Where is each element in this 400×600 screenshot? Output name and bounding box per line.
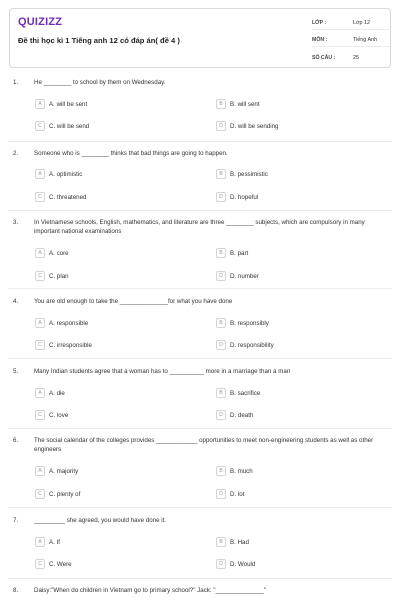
option-letter: D [216,192,226,202]
option-letter: D [216,489,226,499]
document-header [9,8,391,68]
option-text: A. core [49,249,69,257]
option-letter: A [35,388,45,398]
option-text: B. part [230,249,249,257]
option-a[interactable] [35,388,65,398]
meta-table [312,13,390,64]
option-letter: C [35,410,45,420]
divider [8,578,392,579]
option-letter: C [35,271,45,281]
option-text: D. Would [230,560,256,568]
question-text: Someone who is ________ thinks that bad things are going to happen. [34,150,228,157]
option-letter: B [216,248,226,258]
question-text: Daisy:"When do children in Vietnam go to primary school?" Jack: "______________" [34,587,266,594]
question-number: 5. [13,368,19,375]
option-letter: B [216,537,226,547]
option-letter: D [216,559,226,569]
option-letter: B [216,318,226,328]
option-letter: B [216,388,226,398]
option-a[interactable] [35,466,78,476]
option-c[interactable] [35,192,87,202]
option-text: A. optimistic [49,170,83,178]
option-a[interactable] [35,318,88,328]
question-number: 2. [13,150,19,157]
divider [8,358,392,359]
option-letter: A [35,537,45,547]
option-letter: A [35,466,45,476]
option-text: B. sacrifice [230,389,261,397]
option-b[interactable] [216,466,253,476]
option-text: A. majority [49,467,79,475]
option-d[interactable] [216,271,259,281]
divider [8,141,392,142]
option-text: B. responsibly [230,319,269,327]
option-c[interactable] [35,121,89,131]
meta-label: MÔN : [312,37,328,43]
divider [8,428,392,429]
meta-label: LỚP : [312,20,327,26]
option-c[interactable] [35,271,69,281]
option-text: A. responsible [49,319,89,327]
option-b[interactable] [216,99,260,109]
option-b[interactable] [216,169,268,179]
option-letter: D [216,340,226,350]
option-c[interactable] [35,340,92,350]
option-d[interactable] [216,121,279,131]
option-text: A. will be sent [49,100,88,108]
option-a[interactable] [35,537,60,547]
option-text: C. love [49,411,69,419]
option-text: A. die [49,389,65,397]
question-number: 1. [13,79,19,86]
option-letter: B [216,169,226,179]
option-text: C. irresponsible [49,341,92,349]
option-text: D. hopeful [230,193,259,201]
divider [8,210,392,211]
option-text: B. pessimistic [230,170,268,178]
meta-row-count [312,47,390,64]
option-text: B. much [230,467,253,475]
meta-value: Tiếng Anh [353,37,378,43]
option-text: D. will be sending [230,122,279,130]
meta-value: 25 [353,55,359,61]
option-letter: C [35,192,45,202]
option-d[interactable] [216,340,274,350]
option-a[interactable] [35,169,82,179]
option-text: B. will sent [230,100,260,108]
option-text: B. Had [230,538,249,546]
option-letter: C [35,340,45,350]
option-letter: C [35,489,45,499]
option-b[interactable] [216,248,248,258]
option-letter: A [35,169,45,179]
option-b[interactable] [216,388,260,398]
divider [8,507,392,508]
page-title: Đề thi học kì 1 Tiếng anh 12 có đáp án( đề 4 ) [18,36,180,45]
option-text: C. will be send [49,122,90,130]
question-number: 4. [13,298,19,305]
option-letter: D [216,271,226,281]
question-text: Many Indian students agree that a woman has to __________ more in a marriage than a man [34,368,291,375]
option-text: C. Were [49,560,72,568]
quizizz-logo: QUIZIZZ [18,16,63,28]
option-d[interactable] [216,559,255,569]
meta-row-class [312,13,390,30]
option-c[interactable] [35,559,72,569]
option-d[interactable] [216,410,253,420]
option-letter: A [35,248,45,258]
question-number: 6. [13,437,19,444]
option-c[interactable] [35,410,68,420]
option-letter: A [35,318,45,328]
divider [8,288,392,289]
option-letter: D [216,410,226,420]
option-b[interactable] [216,537,249,547]
question-text: He ________ to school by them on Wednesday. [34,79,166,86]
option-d[interactable] [216,489,244,499]
question-number: 8. [13,587,19,594]
option-letter: B [216,99,226,109]
question-text: The social calendar of the colleges provides ____________ opportunities to meet non-engineering students as well as other engineers [34,437,374,453]
option-text: D. responsibility [230,341,274,349]
option-d[interactable] [216,192,258,202]
option-text: D. number [230,272,259,280]
option-letter: D [216,121,226,131]
option-c[interactable] [35,489,80,499]
option-text: D. lot [230,490,245,498]
option-a[interactable] [35,99,87,109]
option-b[interactable] [216,318,269,328]
meta-label: SỐ CÂU : [312,55,336,61]
option-text: D. death [230,411,254,419]
option-a[interactable] [35,248,69,258]
option-letter: A [35,99,45,109]
meta-value: Lớp 12 [353,20,371,26]
question-number: 7. [13,517,19,524]
option-text: C. plenty of [49,490,81,498]
question-text: In Vietnamese schools, English, mathematics, and literature are three ________ subjects, which are compulsory in many important national examinations [34,219,365,235]
option-letter: C [35,559,45,569]
option-text: C. threatened [49,193,87,201]
option-text: A. If [49,538,61,546]
question-number: 3. [13,219,19,226]
option-text: C. plan [49,272,69,280]
question-text: _________ she agreed, you would have done it. [34,517,167,524]
option-letter: B [216,466,226,476]
meta-row-subject [312,30,390,47]
option-letter: C [35,121,45,131]
question-text: You are old enough to take the ______________for what you have done [34,298,233,305]
